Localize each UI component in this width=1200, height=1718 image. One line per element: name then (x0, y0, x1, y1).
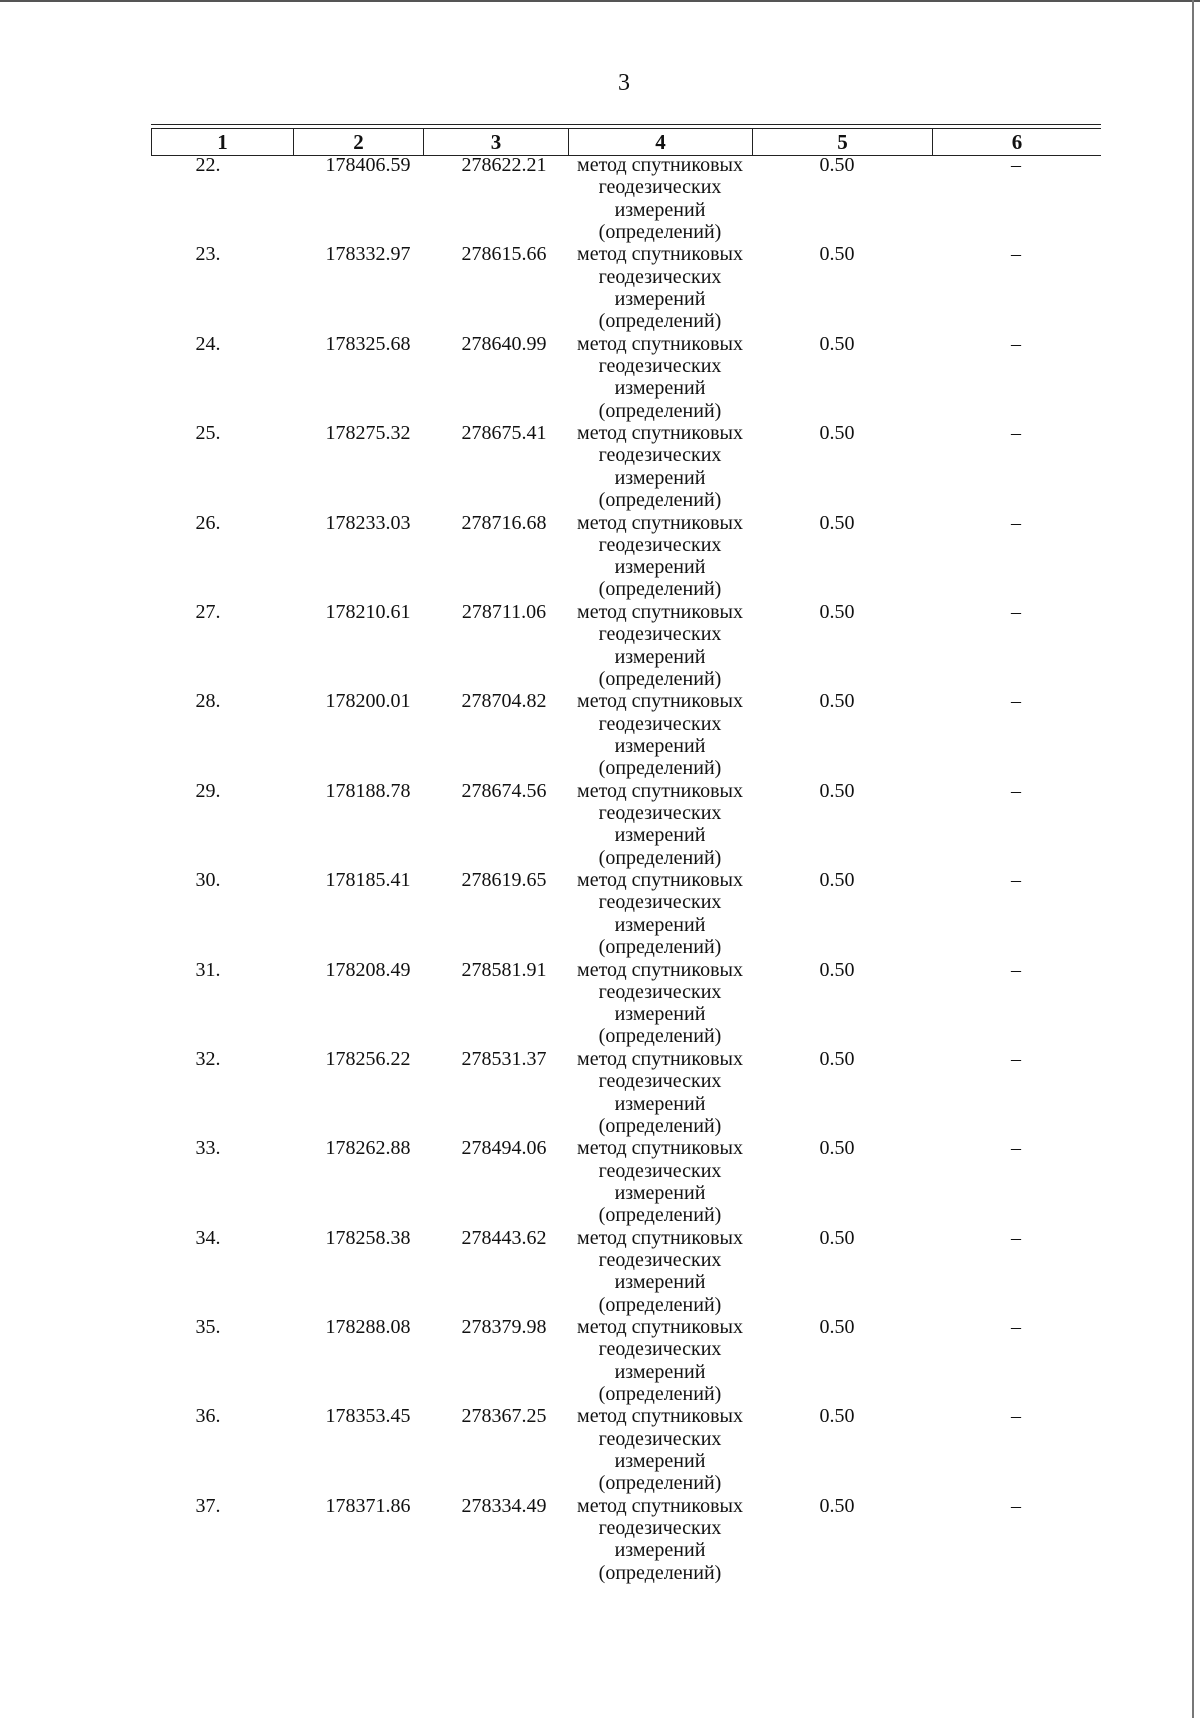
method-line: метод спутниковых (577, 1047, 743, 1070)
method-line: (определений) (598, 220, 722, 243)
note-dash: – (1011, 958, 1021, 981)
point-number: 23. (195, 243, 221, 266)
method-line: геодезических (598, 1427, 722, 1450)
method-line: геодезических (598, 891, 722, 914)
note-dash: – (1011, 1047, 1021, 1070)
point-number: 27. (195, 600, 221, 623)
point-number: 30. (195, 869, 221, 892)
method-description (564, 1137, 756, 1226)
method-line: измерений (614, 1360, 706, 1383)
method-line: геодезических (598, 1517, 722, 1540)
method-line: (определений) (598, 578, 722, 601)
point-number: 36. (195, 1405, 221, 1428)
scan-edge-right (1192, 0, 1194, 1718)
method-line: метод спутниковых (577, 1405, 743, 1428)
method-description (564, 1316, 756, 1405)
note-dash: – (1011, 690, 1021, 713)
table-row (151, 512, 1101, 601)
method-line: измерений (614, 466, 706, 489)
accuracy-value: 0.50 (819, 154, 855, 176)
note-dash: – (1011, 332, 1021, 355)
coordinate-y: 278443.62 (461, 1226, 547, 1249)
accuracy-value: 0.50 (819, 511, 855, 534)
method-line: геодезических (598, 980, 722, 1003)
note-dash: – (1011, 1494, 1021, 1517)
method-line: метод спутниковых (577, 958, 743, 981)
coordinate-y: 278640.99 (461, 332, 547, 355)
method-line: геодезических (598, 176, 722, 199)
coordinate-x: 178353.45 (325, 1405, 411, 1428)
note-dash: – (1011, 422, 1021, 445)
column-header-6: 6 (932, 129, 1101, 155)
method-line: (определений) (598, 1025, 722, 1048)
note-dash: – (1011, 869, 1021, 892)
point-number: 25. (195, 422, 221, 445)
method-line: метод спутниковых (577, 154, 743, 176)
coordinate-y: 278367.25 (461, 1405, 547, 1428)
coordinate-x: 178233.03 (325, 511, 411, 534)
note-dash: – (1011, 243, 1021, 266)
coordinate-x: 178406.59 (325, 154, 411, 176)
method-description (564, 780, 756, 869)
method-line: геодезических (598, 1248, 722, 1271)
accuracy-value: 0.50 (819, 958, 855, 981)
accuracy-value: 0.50 (819, 422, 855, 445)
method-line: метод спутниковых (577, 600, 743, 623)
table-row (151, 1405, 1101, 1494)
method-description (564, 243, 756, 332)
method-line: метод спутниковых (577, 779, 743, 802)
note-dash: – (1011, 600, 1021, 623)
coordinate-y: 278675.41 (461, 422, 547, 445)
coordinate-y: 278334.49 (461, 1494, 547, 1517)
coordinate-x: 178275.32 (325, 422, 411, 445)
method-line: геодезических (598, 1070, 722, 1093)
method-description (564, 601, 756, 690)
column-header-4: 4 (568, 129, 752, 155)
point-number: 33. (195, 1137, 221, 1160)
method-line: геодезических (598, 444, 722, 467)
coordinate-x: 178200.01 (325, 690, 411, 713)
coordinate-y: 278615.66 (461, 243, 547, 266)
method-line: геодезических (598, 802, 722, 825)
method-line: (определений) (598, 399, 722, 422)
column-header-2: 2 (293, 129, 423, 155)
coordinate-y: 278531.37 (461, 1047, 547, 1070)
method-line: измерений (614, 1539, 706, 1562)
coordinate-y: 278581.91 (461, 958, 547, 981)
accuracy-value: 0.50 (819, 690, 855, 713)
method-line: геодезических (598, 533, 722, 556)
coordinate-y: 278494.06 (461, 1137, 547, 1160)
accuracy-value: 0.50 (819, 1494, 855, 1517)
table-row (151, 690, 1101, 779)
method-line: (определений) (598, 846, 722, 869)
column-header-3: 3 (423, 129, 568, 155)
coordinate-y: 278674.56 (461, 779, 547, 802)
point-number: 34. (195, 1226, 221, 1249)
method-line: измерений (614, 287, 706, 310)
note-dash: – (1011, 1316, 1021, 1339)
method-line: измерений (614, 198, 706, 221)
table-body (151, 154, 1101, 1584)
method-line: метод спутниковых (577, 869, 743, 892)
note-dash: – (1011, 1405, 1021, 1428)
note-dash: – (1011, 1137, 1021, 1160)
accuracy-value: 0.50 (819, 243, 855, 266)
method-line: метод спутниковых (577, 422, 743, 445)
method-line: измерений (614, 556, 706, 579)
method-line: метод спутниковых (577, 1226, 743, 1249)
coordinate-x: 178188.78 (325, 779, 411, 802)
accuracy-value: 0.50 (819, 779, 855, 802)
table-row (151, 154, 1101, 243)
coordinate-y: 278619.65 (461, 869, 547, 892)
point-number: 35. (195, 1316, 221, 1339)
coordinate-x: 178258.38 (325, 1226, 411, 1249)
method-line: измерений (614, 1181, 706, 1204)
point-number: 28. (195, 690, 221, 713)
method-description (564, 512, 756, 601)
method-line: метод спутниковых (577, 332, 743, 355)
scan-edge-top (0, 0, 1200, 2)
method-line: (определений) (598, 936, 722, 959)
method-description (564, 1495, 756, 1584)
point-number: 24. (195, 332, 221, 355)
method-description (564, 690, 756, 779)
table-row (151, 1137, 1101, 1226)
method-line: метод спутниковых (577, 243, 743, 266)
method-line: геодезических (598, 355, 722, 378)
coordinate-x: 178262.88 (325, 1137, 411, 1160)
method-line: (определений) (598, 310, 722, 333)
point-number: 26. (195, 511, 221, 534)
method-line: (определений) (598, 667, 722, 690)
accuracy-value: 0.50 (819, 1226, 855, 1249)
accuracy-value: 0.50 (819, 1405, 855, 1428)
accuracy-value: 0.50 (819, 869, 855, 892)
method-line: (определений) (598, 1204, 722, 1227)
method-line: (определений) (598, 1293, 722, 1316)
point-number: 29. (195, 779, 221, 802)
method-line: измерений (614, 734, 706, 757)
coordinate-x: 178210.61 (325, 600, 411, 623)
table-row (151, 243, 1101, 332)
table-row (151, 1495, 1101, 1584)
accuracy-value: 0.50 (819, 1047, 855, 1070)
column-header-1: 1 (151, 129, 293, 155)
point-number: 31. (195, 958, 221, 981)
method-description (564, 154, 756, 243)
method-line: (определений) (598, 757, 722, 780)
coordinate-x: 178325.68 (325, 332, 411, 355)
accuracy-value: 0.50 (819, 1137, 855, 1160)
method-line: (определений) (598, 489, 722, 512)
method-description (564, 869, 756, 958)
method-line: метод спутниковых (577, 1494, 743, 1517)
table-row (151, 422, 1101, 511)
method-line: метод спутниковых (577, 1137, 743, 1160)
method-line: геодезических (598, 1159, 722, 1182)
table-row (151, 780, 1101, 869)
method-line: геодезических (598, 265, 722, 288)
method-line: измерений (614, 1092, 706, 1115)
table-row (151, 1227, 1101, 1316)
coordinate-x: 178185.41 (325, 869, 411, 892)
point-number: 32. (195, 1047, 221, 1070)
method-line: (определений) (598, 1472, 722, 1495)
note-dash: – (1011, 1226, 1021, 1249)
coordinate-x: 178208.49 (325, 958, 411, 981)
method-line: геодезических (598, 623, 722, 646)
note-dash: – (1011, 511, 1021, 534)
method-description (564, 1405, 756, 1494)
accuracy-value: 0.50 (819, 1316, 855, 1339)
note-dash: – (1011, 154, 1021, 176)
column-header-5: 5 (752, 129, 932, 155)
table-row (151, 601, 1101, 690)
method-description (564, 333, 756, 422)
method-description (564, 1227, 756, 1316)
method-line: (определений) (598, 1114, 722, 1137)
method-line: измерений (614, 645, 706, 668)
method-line: измерений (614, 1271, 706, 1294)
coordinate-x: 178256.22 (325, 1047, 411, 1070)
coordinate-x: 178371.86 (325, 1494, 411, 1517)
coordinate-y: 278379.98 (461, 1316, 547, 1339)
method-description (564, 422, 756, 511)
method-line: (определений) (598, 1382, 722, 1405)
method-line: геодезических (598, 1338, 722, 1361)
method-line: (определений) (598, 1561, 722, 1584)
coordinate-x: 178288.08 (325, 1316, 411, 1339)
method-description (564, 1048, 756, 1137)
table-header-row (151, 128, 1101, 156)
method-description (564, 959, 756, 1048)
method-line: метод спутниковых (577, 1316, 743, 1339)
table-row (151, 333, 1101, 422)
table-row (151, 1048, 1101, 1137)
method-line: измерений (614, 377, 706, 400)
coordinate-y: 278711.06 (461, 600, 547, 623)
coordinate-y: 278622.21 (461, 154, 547, 176)
note-dash: – (1011, 779, 1021, 802)
method-line: измерений (614, 913, 706, 936)
table-row (151, 1316, 1101, 1405)
method-line: геодезических (598, 712, 722, 735)
table-row (151, 869, 1101, 958)
method-line: метод спутниковых (577, 690, 743, 713)
method-line: измерений (614, 1003, 706, 1026)
method-line: измерений (614, 1450, 706, 1473)
coordinate-y: 278716.68 (461, 511, 547, 534)
page-number: 3 (618, 70, 630, 96)
accuracy-value: 0.50 (819, 600, 855, 623)
coordinate-x: 178332.97 (325, 243, 411, 266)
table-top-rule (151, 124, 1101, 125)
point-number: 22. (195, 154, 221, 176)
table-row (151, 959, 1101, 1048)
accuracy-value: 0.50 (819, 332, 855, 355)
method-line: метод спутниковых (577, 511, 743, 534)
coordinate-y: 278704.82 (461, 690, 547, 713)
point-number: 37. (195, 1494, 221, 1517)
method-line: измерений (614, 824, 706, 847)
